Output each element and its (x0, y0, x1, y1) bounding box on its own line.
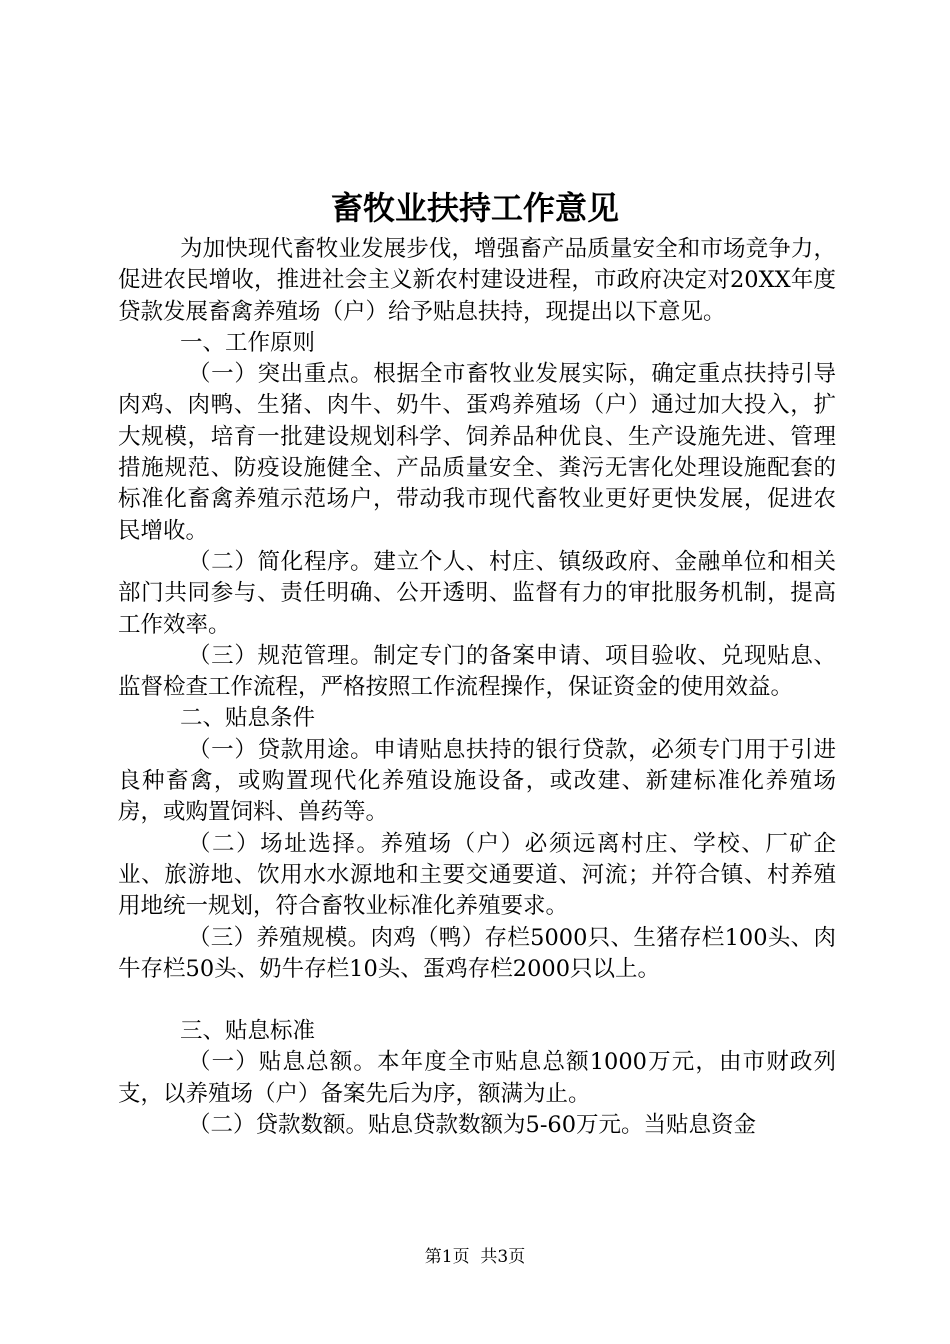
page-footer (0, 1246, 950, 1268)
document-body (118, 234, 836, 1141)
document-title: 畜牧业扶持工作意见 (330, 189, 619, 227)
principle-paragraph-1: （一）突出重点。根据全市畜牧业发展实际，确定重点扶持引导肉鸡、肉鸭、生猪、肉牛、奶牛、蛋鸡养殖场（户）通过加大投入，扩大规模，培育一批建设规划科学、饲养品种优良、生产设施先进、管理措施规范、防疫设施健全、产品质量安全、粪污无害化处理设施配套的标准化畜禽养殖示范场户，带动我市现代畜牧业更好更快发展，促进农民增收。 (118, 361, 836, 544)
section-heading-principles: 一、工作原则 (180, 329, 316, 356)
condition-paragraph-3: （三）养殖规模。肉鸡（鸭）存栏5000只、生猪存栏100头、肉牛存栏50头、奶牛存栏10头、蛋鸡存栏2000只以上。 (118, 924, 836, 982)
footer-separator (470, 1247, 481, 1267)
section-heading-conditions: 二、贴息条件 (180, 705, 316, 732)
condition-paragraph-2: （二）场址选择。养殖场（户）必须远离村庄、学校、厂矿企业、旅游地、饮用水水源地和主要交通要道、河流；并符合镇、村养殖用地统一规划，符合畜牧业标准化养殖要求。 (118, 830, 836, 920)
standard-paragraph-2: （二）贷款数额。贴息贷款数额为5-60万元。当贴息资金 (188, 1112, 757, 1139)
principle-paragraph-2: （二）简化程序。建立个人、村庄、镇级政府、金融单位和相关部门共同参与、责任明确、公开透明、监督有力的审批服务机制，提高工作效率。 (118, 548, 836, 638)
page-total: 共3页 (480, 1247, 526, 1267)
page-number: 第1页 (424, 1247, 470, 1267)
paragraph-gap (118, 985, 836, 1016)
condition-paragraph-1: （一）贷款用途。申请贴息扶持的银行贷款，必须专门用于引进良种畜禽，或购置现代化养殖设施设备，或改建、新建标准化养殖场房，或购置饲料、兽药等。 (118, 736, 836, 826)
section-heading-standards: 三、贴息标准 (180, 1018, 316, 1045)
standard-paragraph-1: （一）贴息总额。本年度全市贴息总额1000万元，由市财政列支，以养殖场（户）备案先后为序，额满为止。 (118, 1049, 836, 1107)
intro-paragraph: 为加快现代畜牧业发展步伐，增强畜产品质量安全和市场竞争力，促进农民增收，推进社会主义新农村建设进程，市政府决定对20XX年度贷款发展畜禽养殖场（户）给予贴息扶持，现提出以下意见。 (118, 236, 836, 325)
principle-paragraph-3: （三）规范管理。制定专门的备案申请、项目验收、兑现贴息、监督检查工作流程，严格按照工作流程操作，保证资金的使用效益。 (118, 642, 836, 701)
